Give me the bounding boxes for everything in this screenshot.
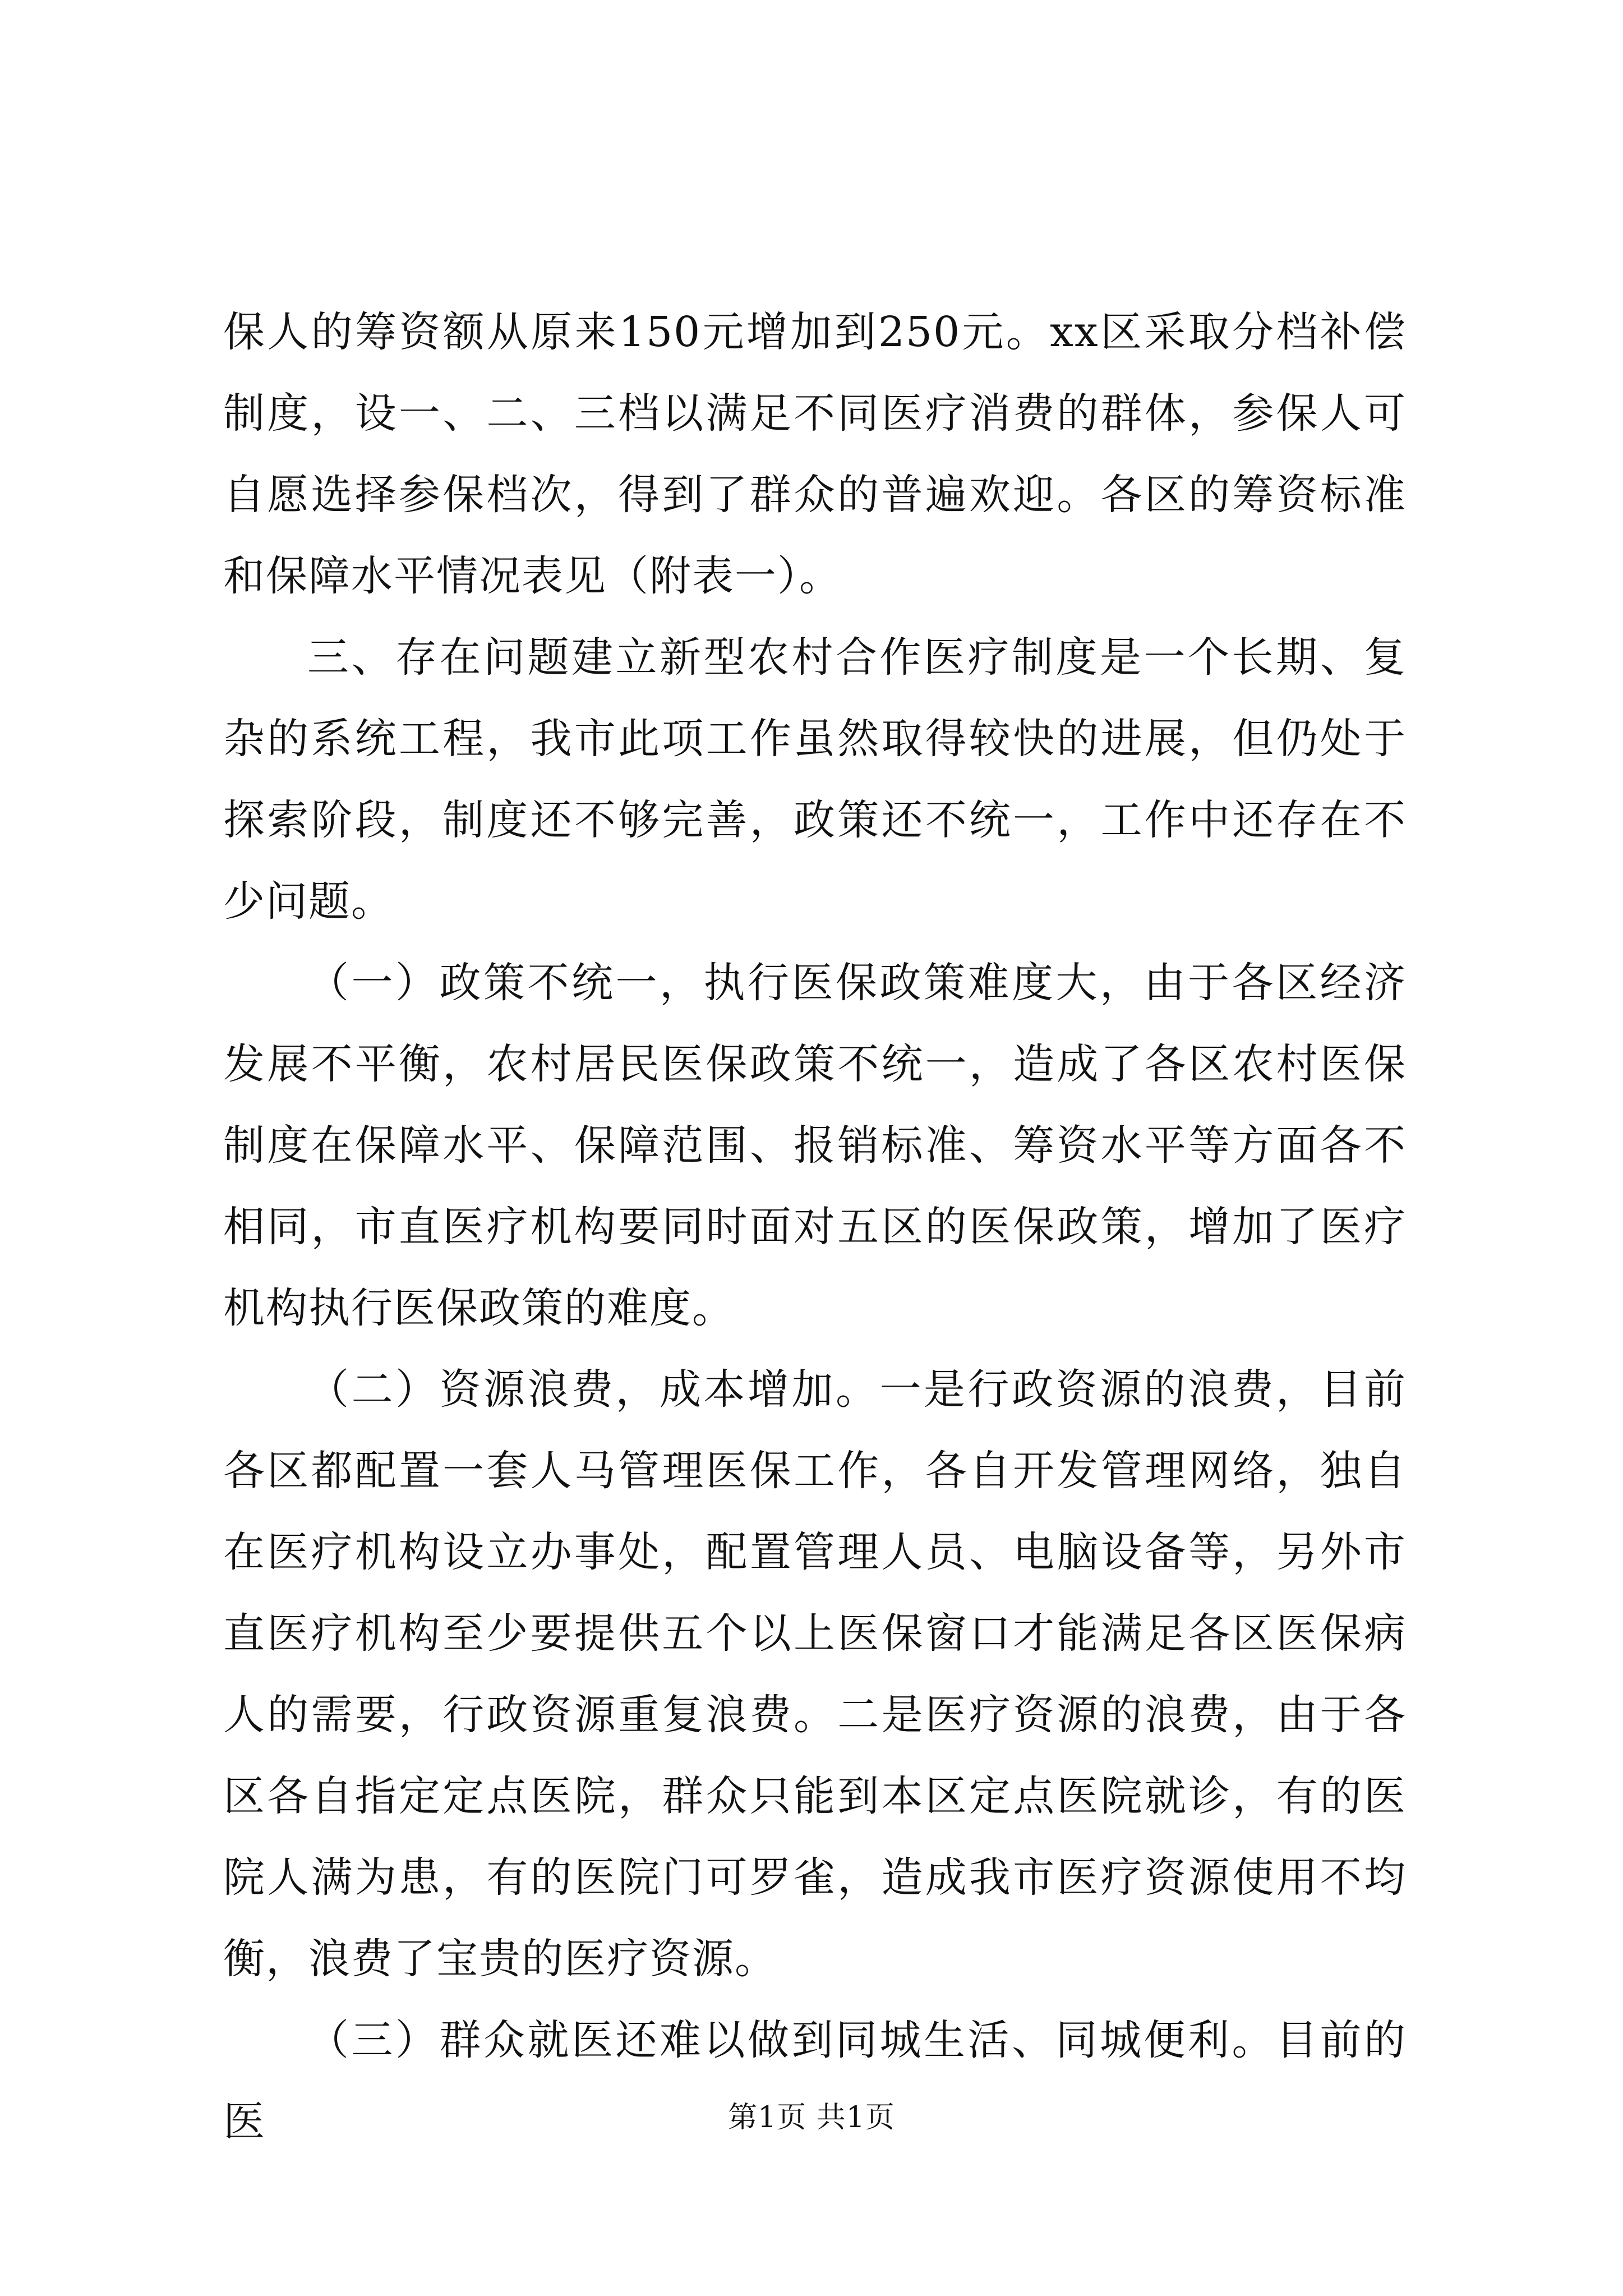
paragraph-problems-intro: 三、存在问题建立新型农村合作医疗制度是一个长期、复杂的系统工程，我市此项工作虽然取得较快的进展，但仍处于探索阶段，制度还不够完善，政策还不统一，工作中还存在不少问题。 bbox=[223, 633, 1407, 926]
document-body bbox=[223, 292, 1407, 2162]
paragraph-continuation: 保人的筹资额从原来150元增加到250元。xx区采取分档补偿制度，设一、二、三档以满足不同医疗消费的群体，参保人可自愿选择参保档次，得到了群众的普遍欢迎。各区的筹资标准和保障水平情况表见（附表一）。 bbox=[223, 308, 1407, 600]
paragraph-policy-inconsistency: （一）政策不统一，执行医保政策难度大，由于各区经济发展不平衡，农村居民医保政策不统一，造成了各区农村医保制度在保障水平、保障范围、报销标准、筹资水平等方面各不相同，市直医疗机构要同时面对五区的医保政策，增加了医疗机构执行医保政策的难度。 bbox=[223, 959, 1407, 1332]
paragraph-resource-waste: （二）资源浪费，成本增加。一是行政资源的浪费，目前各区都配置一套人马管理医保工作，各自开发管理网络，独自在医疗机构设立办事处，配置管理人员、电脑设备等，另外市直医疗机构至少要提供五个以上医保窗口才能满足各区医保病人的需要，行政资源重复浪费。二是医疗资源的浪费，由于各区各自指定定点医院，群众只能到本区定点医院就诊，有的医院人满为患，有的医院门可罗雀，造成我市医疗资源使用不均衡，浪费了宝贵的医疗资源。 bbox=[223, 1365, 1407, 1983]
paragraph-medical-access: （三）群众就医还难以做到同城生活、同城便利。目前的医 bbox=[223, 2016, 1407, 2146]
page-footer: 第1页 共1页 bbox=[728, 2101, 895, 2134]
